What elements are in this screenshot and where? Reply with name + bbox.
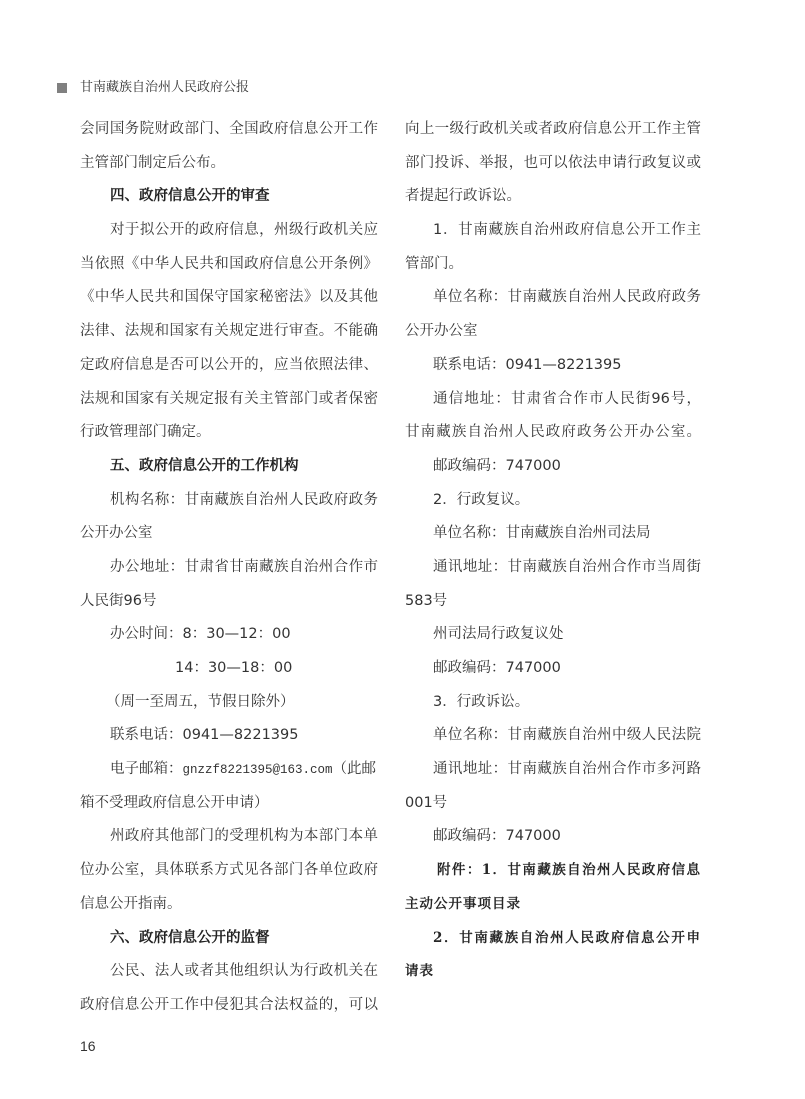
office-hours-afternoon-line: 14：30—18：00 (175, 660, 293, 676)
text-line: 会同国务院财政部门、全国政府信息公开工作 (80, 121, 378, 137)
running-header (57, 79, 249, 97)
contact-phone-line: 联系电话：0941—8221395 (433, 356, 622, 373)
text-line: 信息公开指南。 (80, 895, 182, 912)
annex-item: 附件：1．甘南藏族自治州人民政府信息 (437, 862, 701, 879)
office-hours-line: 办公时间：8：30—12：00 (110, 626, 291, 643)
unit-name-line: 单位名称：甘南藏族自治州人民政府政务 (433, 289, 701, 306)
text-line: 部门投诉、举报，也可以依法申请行政复议或 (405, 154, 701, 171)
list-item-heading: 1．甘南藏族自治州政府信息公开工作主 (433, 222, 701, 239)
annex-item-continued: 主动公开事项目录 (405, 895, 521, 912)
postal-code-line: 邮政编码：747000 (433, 457, 561, 474)
text-line: 主管部门制定后公布。 (80, 154, 225, 171)
text-line: 公开办公室 (80, 525, 153, 542)
text-line: 法规和国家有关规定报有关主管部门或者保密 (80, 390, 378, 407)
section-heading-supervision: 六、政府信息公开的监督 (110, 929, 270, 946)
office-address-line: 办公地址：甘肃省甘南藏族自治州合作市 (110, 558, 378, 575)
annex-item-continued: 请表 (405, 963, 434, 980)
text-line: 对于拟公开的政府信息，州级行政机关应 (110, 222, 378, 239)
section-heading-review: 四、政府信息公开的审查 (110, 188, 270, 205)
list-item-heading: 2．行政复议。 (433, 491, 530, 508)
text-line: 公开办公室 (405, 323, 478, 340)
section-heading-agency: 五、政府信息公开的工作机构 (110, 457, 299, 474)
postal-code-line: 邮政编码：747000 (433, 660, 561, 676)
text-line: 定政府信息是否可以公开的，应当依照法律、 (80, 356, 378, 373)
square-marker-icon (57, 83, 67, 93)
text-line: 法律、法规和国家有关规定进行审查。不能确 (80, 323, 378, 340)
text-line: 州司法局行政复议处 (433, 626, 564, 643)
unit-name-line: 单位名称：甘南藏族自治州中级人民法院 (433, 727, 701, 744)
email-line (80, 753, 378, 787)
unit-name-line: 单位名称：甘南藏族自治州司法局 (433, 525, 651, 542)
mailing-address-line: 通信地址：甘肃省合作市人民街96号， (433, 390, 701, 407)
text-line: 向上一级行政机关或者政府信息公开工作主管 (405, 121, 701, 137)
text-line: 州政府其他部门的受理机构为本部门本单 (110, 828, 378, 845)
text-line: 《中华人民共和国保守国家秘密法》以及其他 (80, 289, 378, 306)
mailing-address-line: 通讯地址：甘南藏族自治州合作市当周街 (433, 558, 701, 575)
text-line: 人民街96号 (80, 592, 157, 609)
page-number: 16 (80, 1038, 96, 1054)
email-address: gnzzf8221395@163.com (182, 763, 333, 778)
text-line: 位办公室，具体联系方式见各部门各单位政府 (80, 862, 378, 879)
text-line: 公民、法人或者其他组织认为行政机关在 (110, 963, 378, 980)
email-note: （此邮 (332, 761, 377, 778)
text-line: 箱不受理政府信息公开申请） (80, 794, 269, 811)
gazette-title: 甘南藏族自治州人民政府公报 (80, 80, 250, 95)
text-line: 行政管理部门确定。 (80, 424, 211, 441)
text-line: 001号 (405, 794, 448, 811)
office-hours-note: （周一至周五，节假日除外） (106, 693, 295, 710)
email-label: 电子邮箱： (110, 761, 183, 778)
agency-name-line: 机构名称：甘南藏族自治州人民政府政务 (110, 491, 378, 508)
contact-phone-line: 联系电话：0941—8221395 (110, 727, 299, 744)
right-column (405, 113, 701, 989)
annex-item: 2．甘南藏族自治州人民政府信息公开申 (433, 929, 701, 946)
postal-code-line: 邮政编码：747000 (433, 828, 561, 845)
text-line: 政府信息公开工作中侵犯其合法权益的，可以 (80, 996, 378, 1013)
left-column (80, 113, 378, 1023)
text-line: 583号 (405, 592, 448, 609)
list-item-heading: 3．行政诉讼。 (433, 693, 530, 710)
text-line: 者提起行政诉讼。 (405, 188, 521, 205)
mailing-address-line: 通讯地址：甘南藏族自治州合作市多河路 (433, 761, 701, 778)
text-line: 甘南藏族自治州人民政府政务公开办公室。 (405, 424, 701, 441)
text-line: 当依照《中华人民共和国政府信息公开条例》 (80, 255, 378, 272)
text-line: 管部门。 (405, 255, 463, 272)
